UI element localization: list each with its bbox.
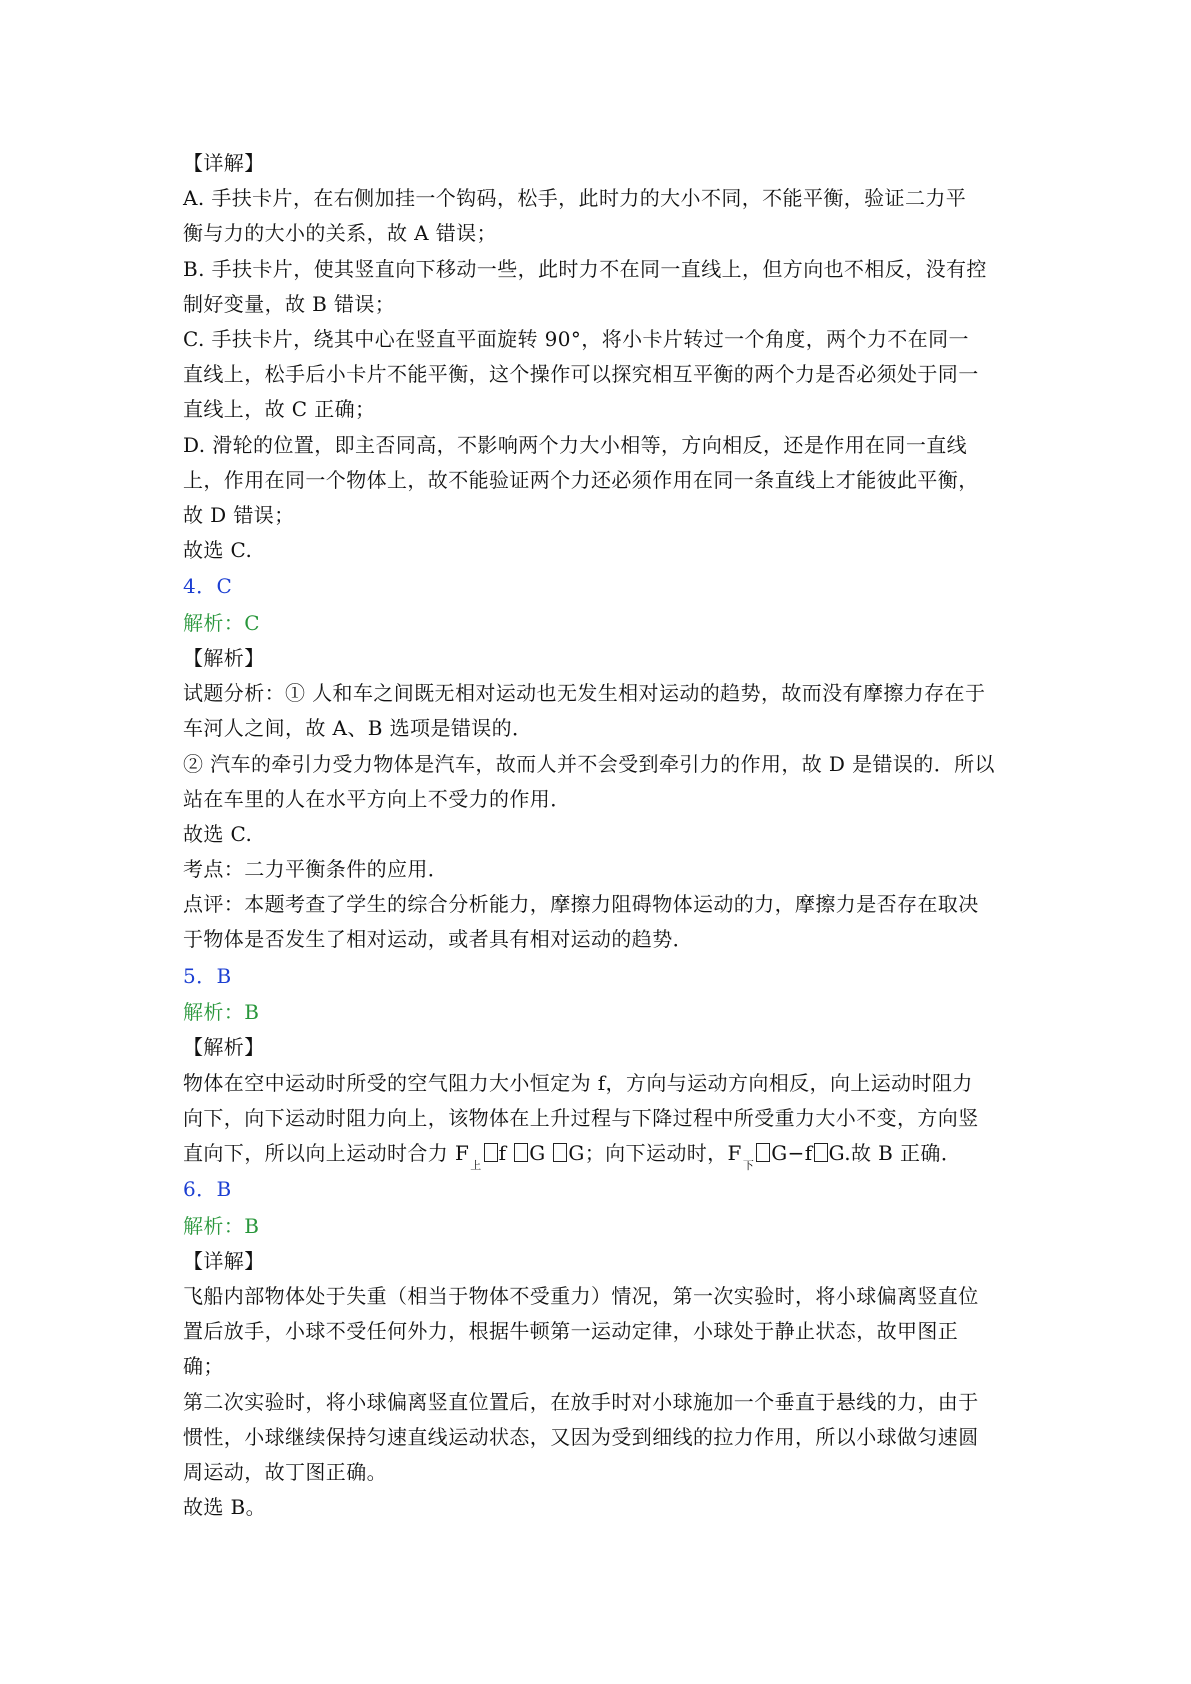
option-c-line-2: 直线上，松手后小卡片不能平衡，这个操作可以探究相互平衡的两个力是否必须处于同一 xyxy=(183,362,979,387)
detail-line: 周运动，故丁图正确。 xyxy=(183,1459,387,1484)
section-heading-analysis: 【解析】 xyxy=(183,1035,265,1060)
option-c-line-3: 直线上，故 C 正确； xyxy=(183,397,376,422)
option-d-line-3: 故 D 错误； xyxy=(183,502,295,527)
section-heading-detail: 【详解】 xyxy=(183,151,265,175)
formula-text: G.故 B 正确． xyxy=(828,1140,962,1165)
detail-line: 第二次实验时，将小球偏离竖直位置后，在放手时对小球施加一个垂直于悬线的力，由于 xyxy=(183,1389,979,1414)
option-b-line-1: B. 手扶卡片，使其竖直向下移动一些，此时力不在同一直线上，但方向也不相反，没有控 xyxy=(183,256,987,281)
formula-text: G xyxy=(529,1140,546,1165)
missing-glyph-box xyxy=(756,1143,770,1162)
comment-line: 于物体是否发生了相对运动，或者具有相对运动的趋势． xyxy=(183,927,693,952)
analysis-label: 解析：B xyxy=(183,1213,260,1238)
detail-line: 惯性，小球继续保持匀速直线运动状态，又因为受到细线的拉力作用，所以小球做匀速圆 xyxy=(183,1424,979,1449)
answer-conclusion: 故选 C. xyxy=(183,821,253,846)
option-a-line-2: 衡与力的大小的关系，故 A 错误； xyxy=(183,221,497,246)
question-6-number: 6．B xyxy=(183,1177,232,1202)
formula-text: 直向下，所以向上运动时合力 F xyxy=(183,1140,470,1165)
analysis-line: 物体在空中运动时所受的空气阻力大小恒定为 f，方向与运动方向相反，向上运动时阻力 xyxy=(183,1070,973,1095)
analysis-line: 向下，向下运动时阻力向上，该物体在上升过程与下降过程中所受重力大小不变，方向竖 xyxy=(183,1105,979,1130)
analysis-label: 解析：C xyxy=(183,610,260,635)
detail-line: 确； xyxy=(183,1354,224,1379)
section-heading-analysis: 【解析】 xyxy=(183,645,265,670)
answer-conclusion: 故选 B。 xyxy=(183,1495,267,1520)
analysis-line: 站在车里的人在水平方向上不受力的作用． xyxy=(183,786,571,811)
formula-text: G；向下运动时，F xyxy=(568,1140,742,1165)
formula-text: G−f xyxy=(771,1140,813,1165)
answer-conclusion: 故选 C. xyxy=(183,538,253,563)
question-4-number: 4．C xyxy=(183,574,233,599)
option-d-line-2: 上，作用在同一个物体上，故不能验证两个力还必须作用在同一条直线上才能彼此平衡， xyxy=(183,467,979,492)
missing-glyph-box xyxy=(514,1143,528,1162)
analysis-line: 试题分析：① 人和车之间既无相对运动也无发生相对运动的趋势，故而没有摩擦力存在于 xyxy=(183,681,986,706)
option-a-line-1: A. 手扶卡片，在右侧加挂一个钩码，松手，此时力的大小不同，不能平衡，验证二力平 xyxy=(183,186,967,211)
formula-text: f xyxy=(498,1140,507,1165)
detail-line: 置后放手，小球不受任何外力，根据牛顿第一运动定律，小球处于静止状态，故甲图正 xyxy=(183,1319,959,1344)
comment-line: 点评：本题考查了学生的综合分析能力，摩擦力阻碍物体运动的力，摩擦力是否存在取决 xyxy=(183,892,979,917)
section-heading-detail: 【详解】 xyxy=(183,1248,265,1273)
analysis-line: ② 汽车的牵引力受力物体是汽车，故而人并不会受到牵引力的作用，故 D 是错误的．所以 xyxy=(183,751,995,776)
detail-line: 飞船内部物体处于失重（相当于物体不受重力）情况，第一次实验时，将小球偏离竖直位 xyxy=(183,1283,979,1308)
option-c-line-1: C. 手扶卡片，绕其中心在竖直平面旋转 90°，将小卡片转过一个角度，两个力不在同一 xyxy=(183,326,969,351)
question-5-number: 5．B xyxy=(183,963,232,988)
key-point-line: 考点：二力平衡条件的应用． xyxy=(183,857,449,882)
missing-glyph-box xyxy=(484,1143,498,1162)
formula-line xyxy=(183,1136,1023,1171)
subscript-up: 上 xyxy=(470,1158,482,1172)
option-b-line-2: 制好变量，故 B 错误； xyxy=(183,291,396,316)
analysis-label: 解析：B xyxy=(183,1000,260,1025)
option-d-line-1: D. 滑轮的位置，即主否同高，不影响两个力大小相等，方向相反，还是作用在同一直线 xyxy=(183,432,968,457)
missing-glyph-box xyxy=(553,1143,567,1162)
analysis-line: 车河人之间，故 A、B 选项是错误的． xyxy=(183,716,533,741)
answer-content xyxy=(183,146,1023,1525)
subscript-down: 下 xyxy=(742,1158,755,1172)
missing-glyph-box xyxy=(814,1143,828,1162)
